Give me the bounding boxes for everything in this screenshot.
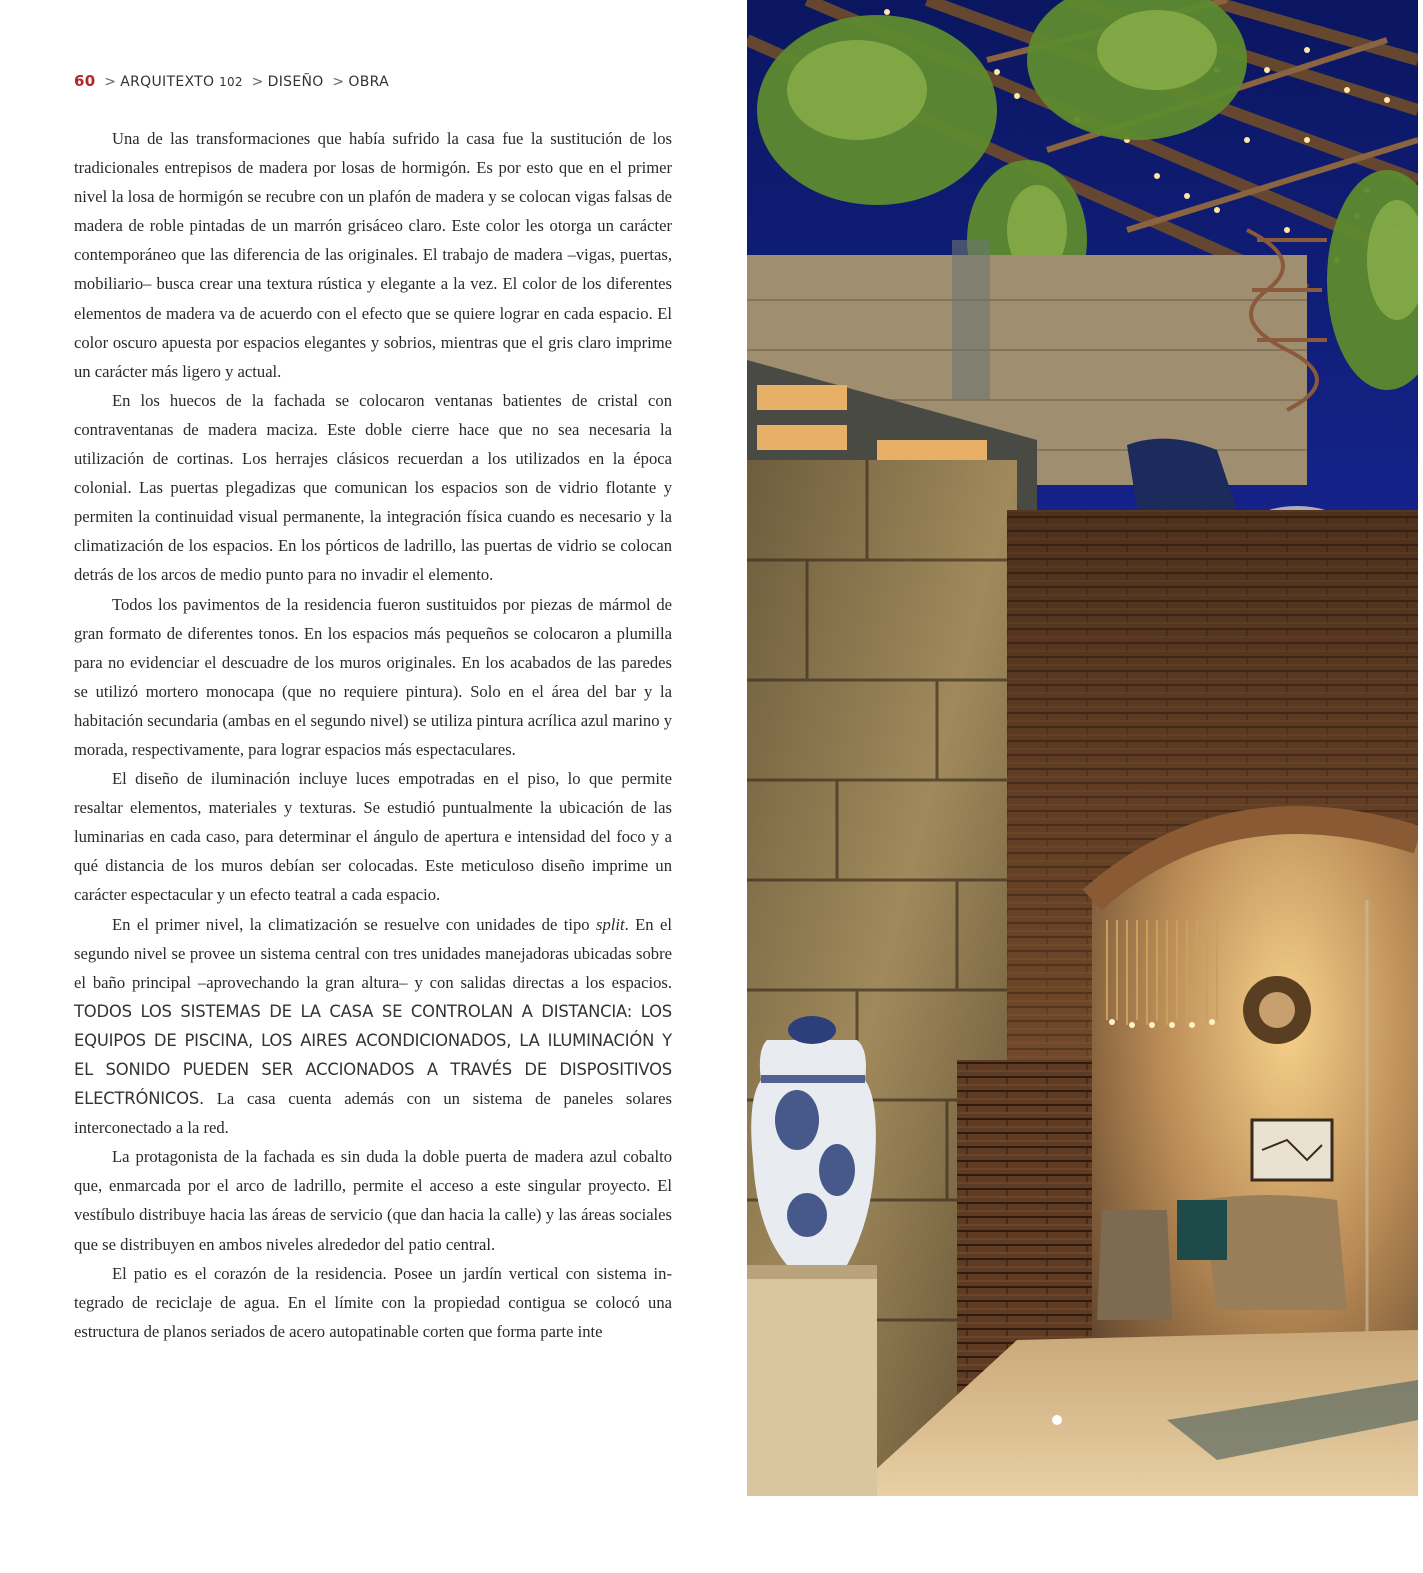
paragraph-patio: El patio es el corazón de la residencia. Posee un jardín vertical con sistema integrado de reciclaje de agua. En el límite con la propiedad contigua se colocó una estructura de planos seriados de acero autopatinable corten que forma parte inte [74, 1263, 672, 1341]
header-separator: > [104, 74, 117, 90]
paragraph-facade: La protagonista de la fachada es sin duda la doble puerta de madera azul cobalto que, enmarcada por el arco de ladrillo, permite el acceso a este singular proyecto. El vestíbulo distribuye hacia las áreas de servicio (que dan hacia la calle) y las áreas sociales que se distribuyen en ambos niveles alrededor del patio central. [74, 1147, 672, 1254]
courtyard-illustration [747, 0, 1418, 1496]
article-body [74, 124, 672, 1346]
header-separator: > [332, 74, 345, 90]
paragraph-windows: En los huecos de la fachada se colocaron ventanas batientes de cristal con contraventanas de madera maciza. Este doble cierre hace que no sea necesaria la utilización de cortinas. Los herrajes clásicos recuerdan a los utilizados en la época colonial. Las puertas plegadizas que comunican los espacios son de vidrio flotante y permiten la continuidad visual permanente, la integración física cuando es necesario y la climatización de los espacios. En los pórticos de ladrillo, las puertas de vidrio se colocan detrás de los arcos de medio punto para no invadir el elemento. [74, 390, 672, 585]
climate-text-middle: . En el segundo nivel se provee un sistema central con tres unidades manejadoras ubicadas sobre el baño principal –aprovechando la gran altura– y con salidas directas a los espacios. [74, 914, 672, 992]
courtyard-photo [747, 0, 1418, 1496]
climate-text-end: La casa cuenta además con un sistema de paneles solares interconectado a la red. [74, 1089, 672, 1138]
section-name: DISEÑO [267, 74, 324, 90]
paragraph-climate [74, 910, 672, 1143]
issue-number: 102 [219, 75, 243, 89]
running-header [74, 72, 389, 90]
paragraph-materials: Una de las transformaciones que había sufrido la casa fue la sustitución de los tradicionales entrepisos de madera por losas de hormigón. Es por esto que en el primer nivel la losa de hormigón se recubre con un plafón de madera y se colocan vigas falsas de madera de roble pintadas de un marrón grisáceo claro. Este color les otorga un carácter contemporáneo que las diferencia de las originales. El trabajo de madera –vigas, puertas, mobiliario– busca crear una textura rústica y elegante a la vez. El color de los diferentes elementos de madera va de acuerdo con el efecto que se quiere lograr en cada espacio. El color oscuro apuesta por espacios elegantes y sobrios, mientras que el gris claro imprime un carácter más ligero y actual. [74, 129, 672, 381]
subsection-name: OBRA [348, 74, 389, 90]
climate-italic-term: split [595, 914, 625, 934]
paragraph-lighting: El diseño de iluminación incluye luces empotradas en el piso, lo que permite resaltar elementos, materiales y texturas. Se estudió puntualmente la ubicación de las luminarias en cada caso, para determinar el ángulo de apertura e intensidad del foco y a qué distancia de los muros debían ser colocadas. Este meticuloso diseño imprime un carácter espectacular y un efecto teatral a cada espacio. [74, 769, 672, 905]
header-separator: > [251, 74, 264, 90]
page-number: 60 [74, 72, 96, 90]
pull-quote-caps: TODOS LOS SISTEMAS DE LA CASA SE CONTROLAN A DISTANCIA: LOS EQUIPOS DE PISCINA, LOS AIRES ACONDICIONADOS, LA ILUMINACIÓN Y EL SONIDO PUEDEN SER ACCIONADOS A TRAVÉS DE DISPOSITIVOS ELECTRÓNICOS. [74, 1001, 672, 1109]
climate-text-start: En el primer nivel, la climatización se resuelve con unidades de tipo [112, 914, 596, 934]
paragraph-floors: Todos los pavimentos de la residencia fueron sustituidos por piezas de mármol de gran formato de diferentes tonos. En los espacios más pequeños se colocaron a plumilla para no evidenciar el descuadre de los muros originales. En los acabados de las paredes se utilizó mortero monocapa (que no requiere pintura). Solo en el área del bar y la habitación secundaria (ambas en el segundo nivel) se utiliza pintura acrílica azul marino y morada, respectivamente, para lograr espacios más espectaculares. [74, 594, 672, 759]
publication-name: ARQUITEXTO [120, 74, 215, 90]
